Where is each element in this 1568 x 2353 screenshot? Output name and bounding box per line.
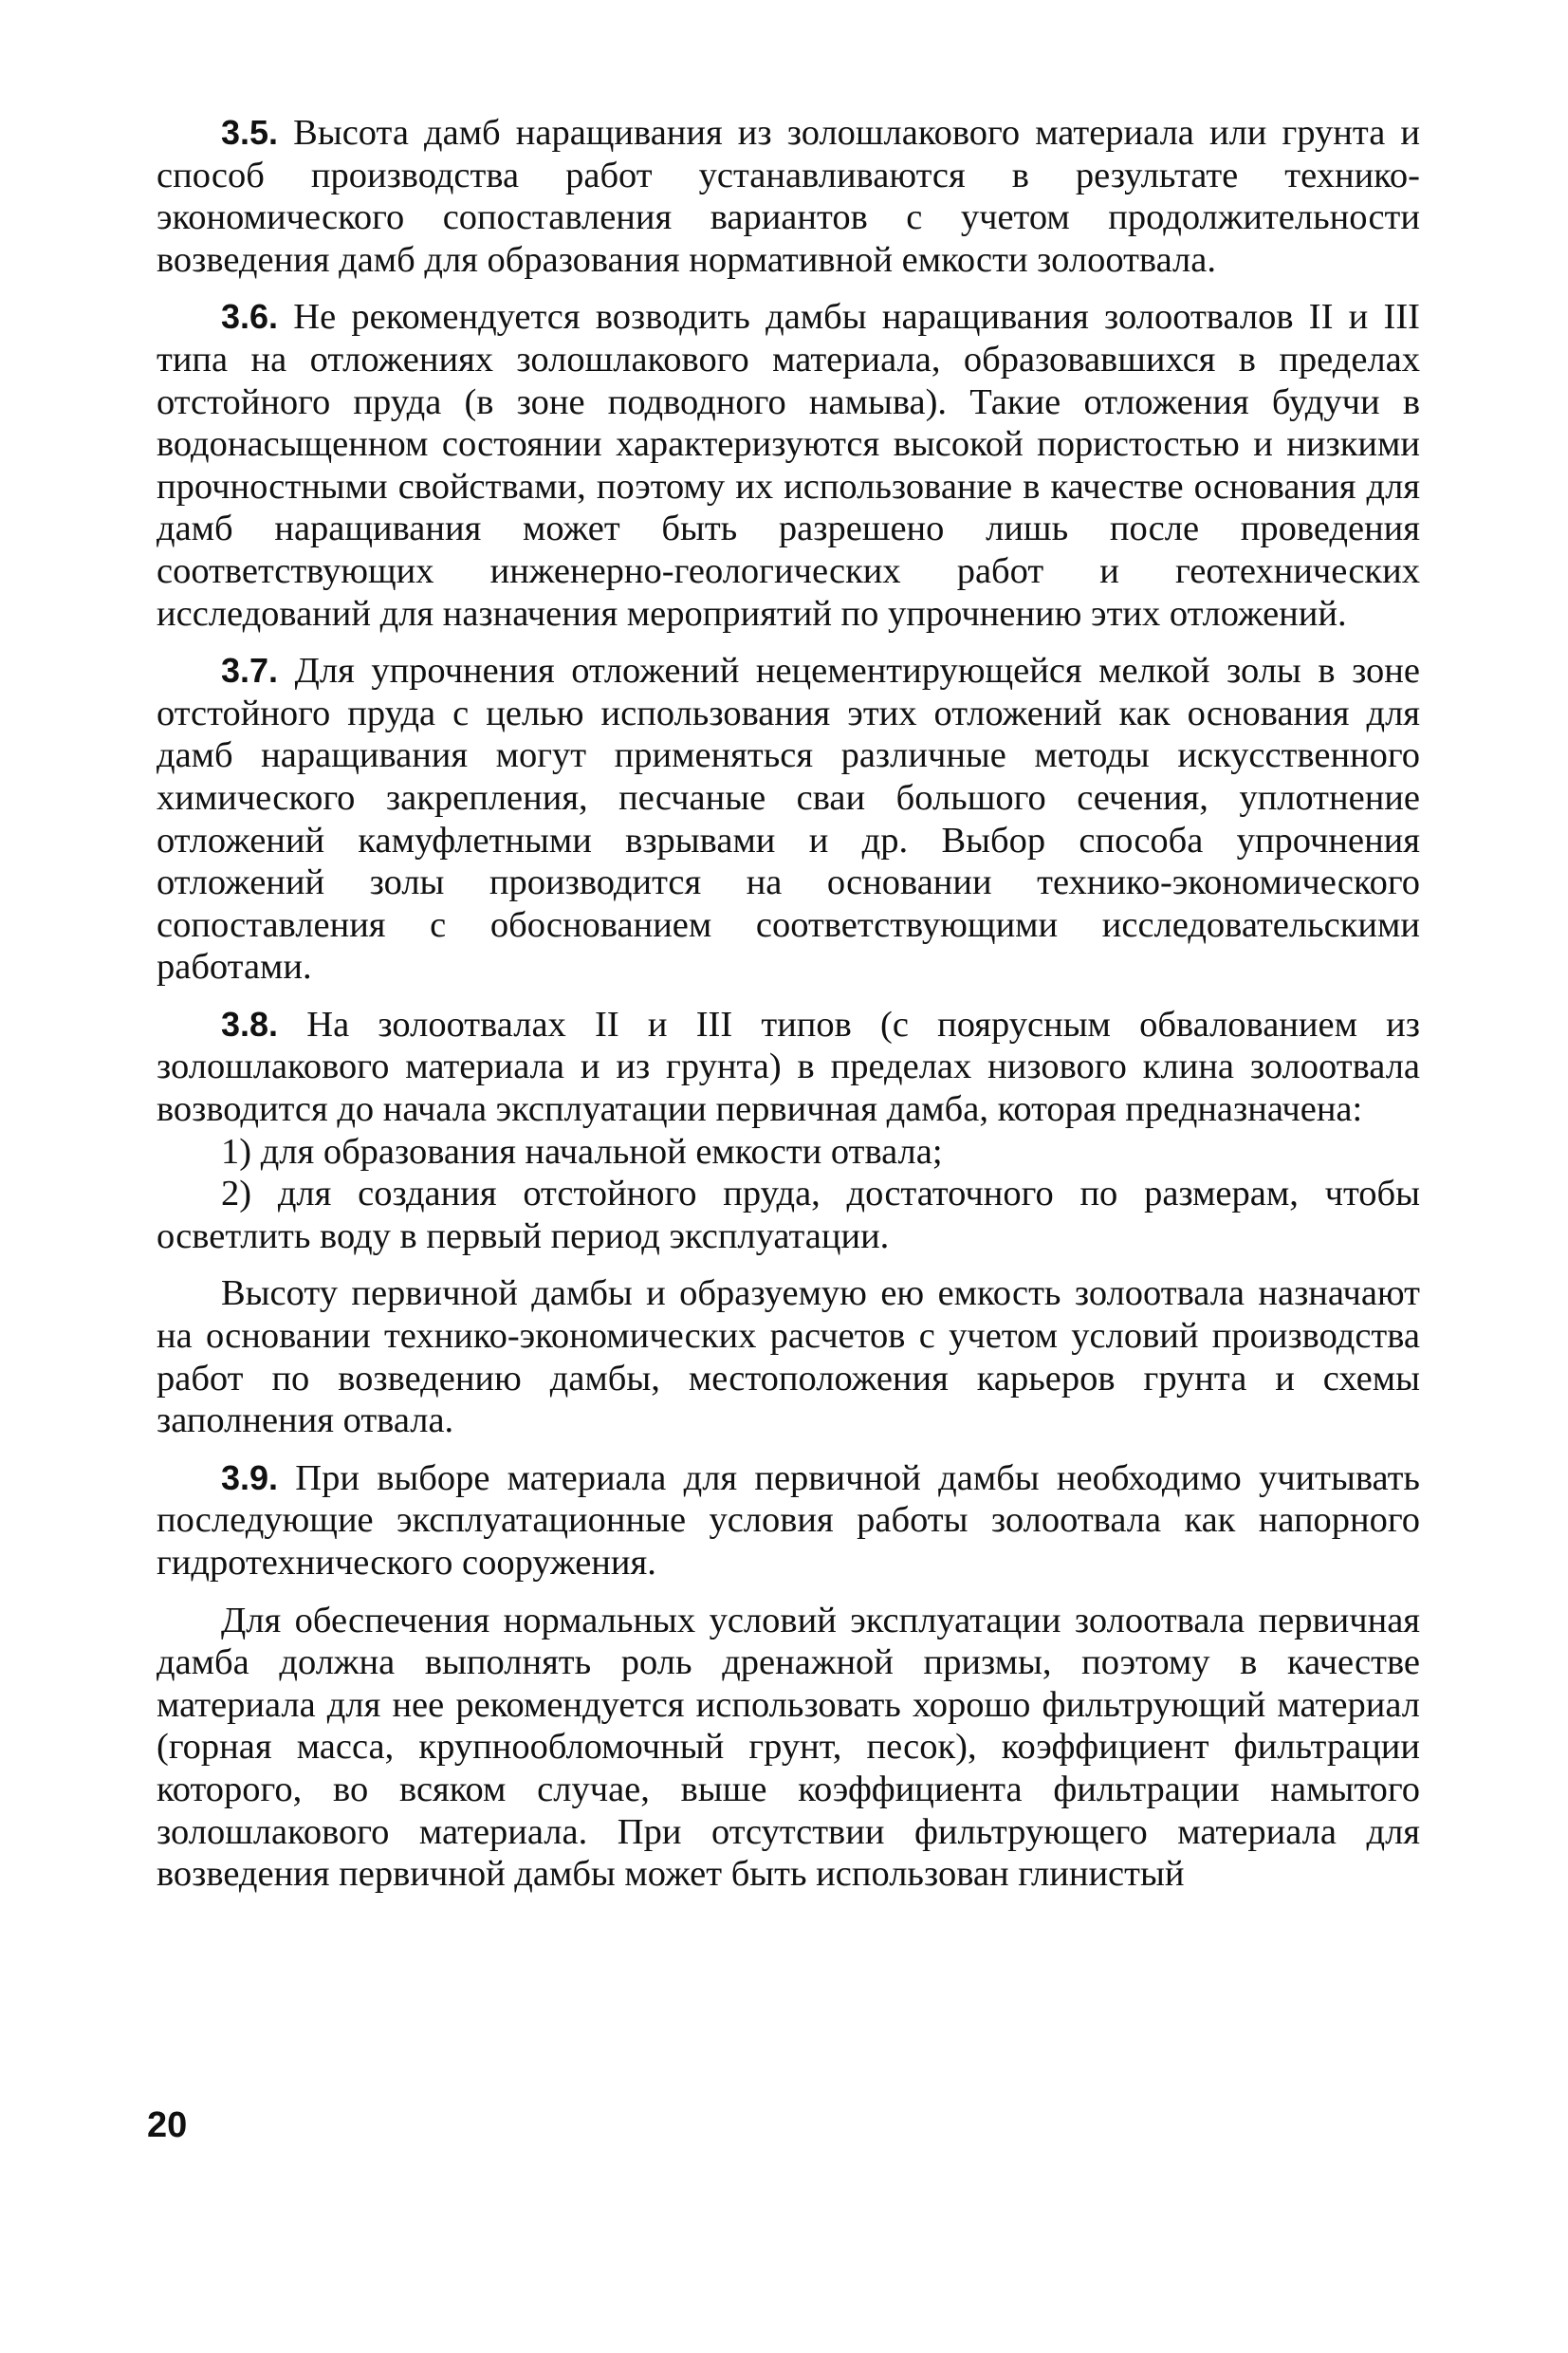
paragraph-primary-dam-height bbox=[157, 1272, 1420, 1441]
paragraph-normal-operation bbox=[157, 1600, 1420, 1896]
paragraph-text: Для упрочнения отложений нецементирующейся мелкой золы в зоне отстойного пруда с целью использования этих отложений как основания для дамб наращивания могут применяться различные методы искусственного химического закрепления, песчаные сваи большого сечения, уплотнение отложений камуфлетными взрывами и др. Выбор способа упрочнения отложений золы производится на основании технико-экономического сопоставления с обоснованием соответствующими исследовательскими работами. bbox=[157, 651, 1420, 988]
clause-number: 3.8. bbox=[221, 1004, 279, 1044]
clause-number: 3.9. bbox=[221, 1457, 279, 1497]
paragraph-3-8 bbox=[157, 1004, 1420, 1131]
paragraph-3-5 bbox=[157, 112, 1420, 281]
page-body bbox=[157, 112, 1420, 1911]
paragraph-text: Высоту первичной дамбы и образуемую ею емкость золоотвала назначают на основании технико-экономических расчетов с учетом условий производства работ по возведению дамбы, местоположения карьеров грунта и схемы заполнения отвала. bbox=[157, 1273, 1420, 1441]
list-item-text: 2) для создания отстойного пруда, достаточного по размерам, чтобы осветлить воду в первый период эксплуатации. bbox=[157, 1174, 1420, 1256]
list-item-1 bbox=[157, 1131, 1420, 1174]
clause-number: 3.5. bbox=[221, 113, 279, 152]
paragraph-3-7 bbox=[157, 650, 1420, 989]
paragraph-text: Не рекомендуется возводить дамбы наращивания золоотвалов II и III типа на отложениях золошлакового материала, образовавшихся в пределах отстойного пруда (в зоне подводного намыва). Такие отложения будучи в водонасыщенном состоянии характеризуются высокой пористостью и низкими прочностными свойствами, поэтому их использование в качестве основания для дамб наращивания может быть разрешено лишь после проведения соответствующих инженерно-геологических работ и геотехнических исследований для назначения мероприятий по упрочнению этих отложений. bbox=[157, 297, 1420, 634]
paragraph-text: При выборе материала для первичной дамбы необходимо учитывать последующие эксплуатационные условия работы золоотвала как напорного гидротехнического сооружения. bbox=[157, 1457, 1420, 1583]
paragraph-text: На золоотвалах II и III типов (с поярусным обвалованием из золошлакового материала и из грунта) в пределах низового клина золоотвала возводится до начала эксплуатации первичная дамба, которая предназначена: bbox=[157, 1004, 1420, 1130]
list-item-text: 1) для образования начальной емкости отвала; bbox=[221, 1131, 943, 1172]
clause-number: 3.7. bbox=[221, 651, 279, 691]
page-number: 20 bbox=[147, 2105, 188, 2145]
paragraph-text: Высота дамб наращивания из золошлакового материала или грунта и способ производства работ устанавливаются в результате технико-экономического сопоставления вариантов с учетом продолжительности возведения дамб для образования нормативной емкости золоотвала. bbox=[157, 113, 1420, 280]
paragraph-text: Для обеспечения нормальных условий эксплуатации золоотвала первичная дамба должна выполнять роль дренажной призмы, поэтому в качестве материала для нее рекомендуется использовать хорошо фильтрующий материал (горная масса, крупнообломочный грунт, песок), коэффициент фильтрации которого, во всяком случае, выше коэффициента фильтрации намытого золошлакового материала. При отсутствии фильтрующего материала для возведения первичной дамбы может быть использован глинистый bbox=[157, 1600, 1420, 1895]
clause-number: 3.6. bbox=[221, 297, 279, 337]
list-item-2 bbox=[157, 1173, 1420, 1257]
paragraph-3-6 bbox=[157, 296, 1420, 635]
paragraph-3-9 bbox=[157, 1457, 1420, 1584]
